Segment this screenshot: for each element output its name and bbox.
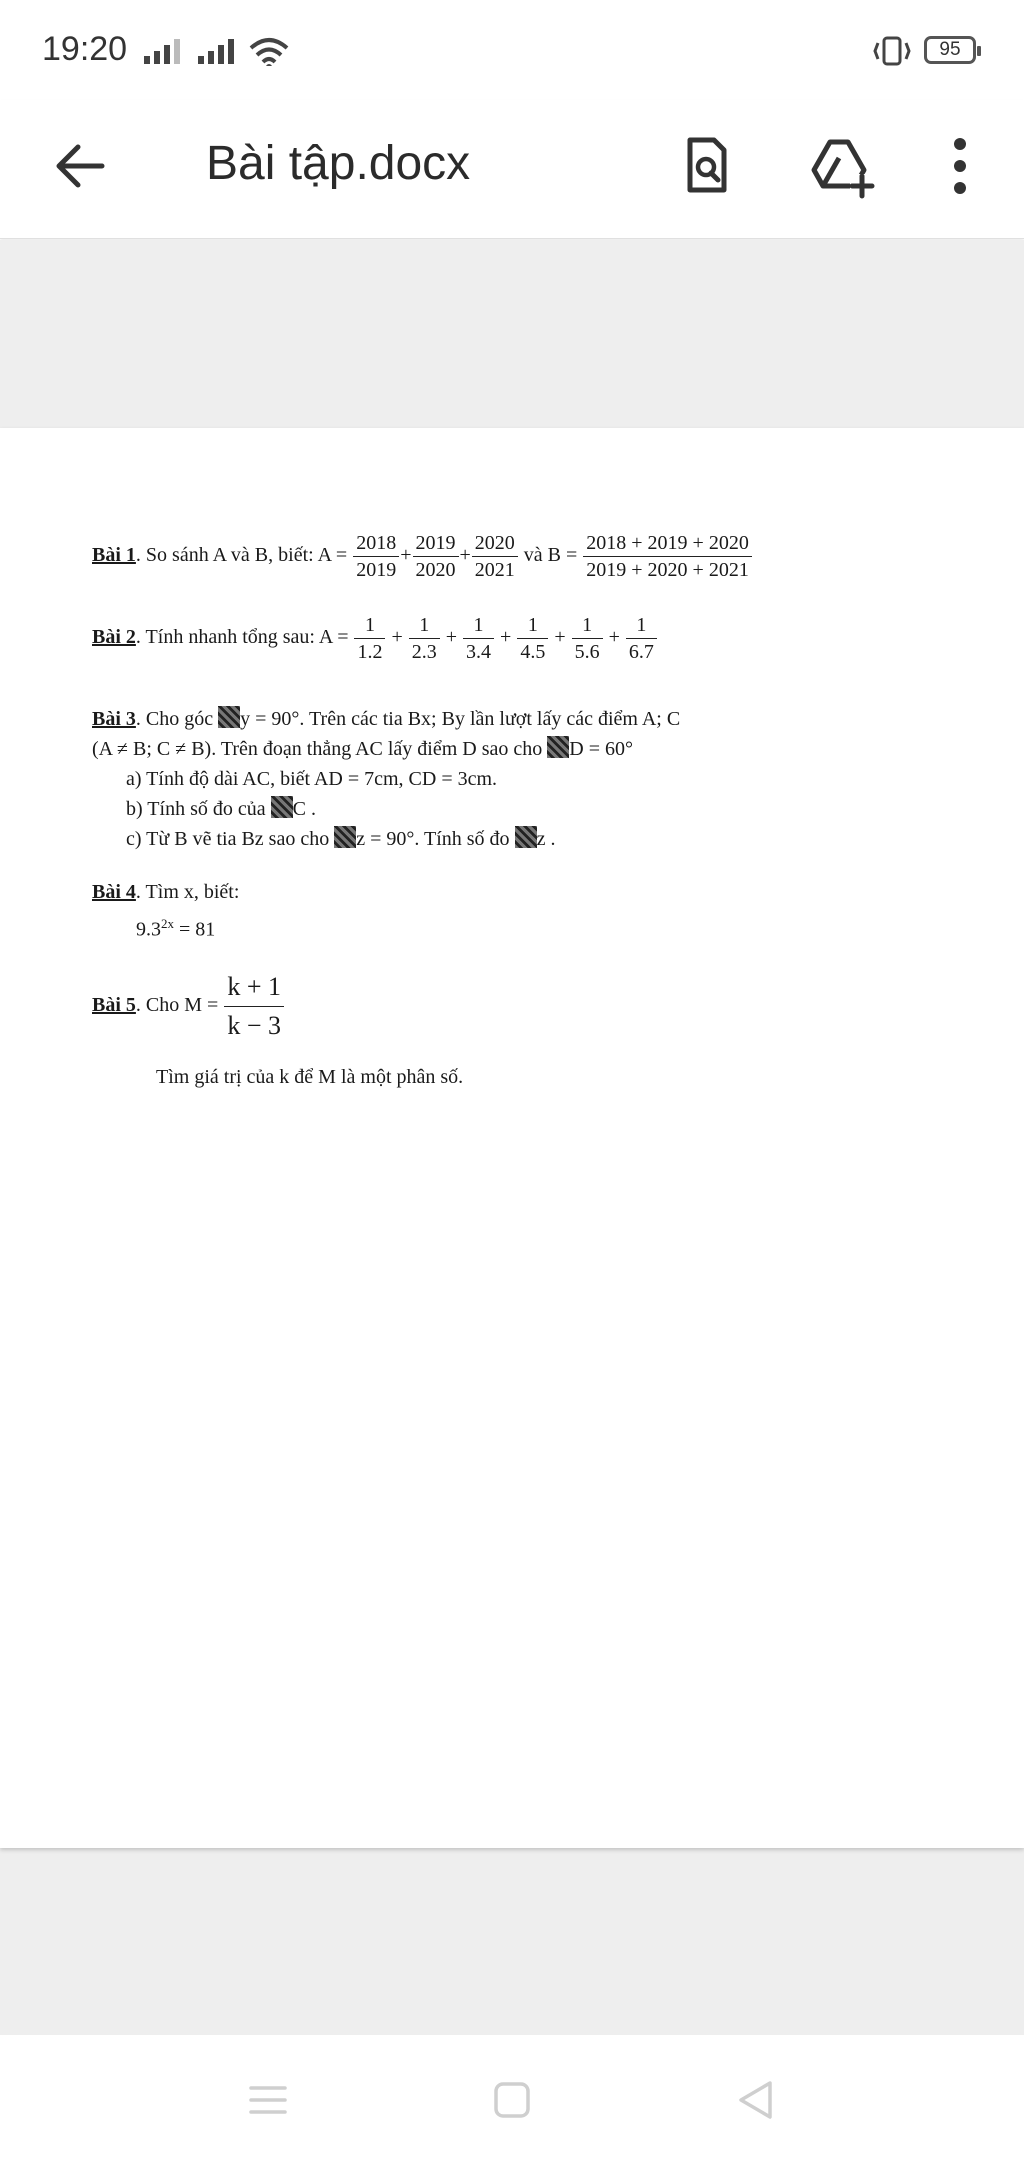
fraction: $\frac{1}{1.2}$ [354,612,385,665]
document-title: Bài tập.docx [206,137,471,190]
document-page [0,428,1024,1848]
signal-icon-2 [196,36,240,66]
add-to-drive-icon[interactable] [806,130,878,202]
find-in-page-icon[interactable] [670,130,742,202]
fraction: $\frac{2018 + 2019 + 2020}{2019 + 2020 + 2021}$ [583,530,752,583]
fraction: $\frac{1}{3.4}$ [463,612,494,665]
exercise-1-text: . So sánh A và B, biết: A = [135,544,348,567]
battery-icon: 95 [924,36,976,64]
home-icon[interactable] [487,2075,537,2125]
fraction: $\frac{2020}{2021}$ [472,530,518,583]
more-options-icon[interactable] [924,130,996,202]
exercise-3-part-a: a) Tính độ dài AC, biết AD = 7cm, CD = 3cm. [126,768,498,790]
fraction: $\frac{1}{6.7}$ [626,612,657,665]
exercise-4-equation: $9.3^{2x} = 81$ [136,916,216,941]
exercise-1-and: và B = [523,544,578,567]
exercise-2: Bài 2. Tính nhanh tổng sau: A = $\frac{1}{1.2}$ + $\frac{1}{2.3}$ + $\frac{1}{3.4}$ + $\frac{1}{4.5}$ + $\frac{1}{5.6}$ + $\frac{1}{6.7}$ [92,612,658,665]
vibrate-icon [872,34,912,68]
angle-symbol-icon [334,826,356,848]
exercise-3: Bài 3. Cho góc y = 90°. Trên các tia Bx; By lần lượt lấy các điểm A; C (A ≠ B; C ≠ B). Trên đoạn thẳng AC lấy điểm D sao cho D = 60° a) Tính độ dài AC, biết AD = 7cm, CD = 3cm. b) Tính số đo của C . c) Từ B vẽ tia Bz sao cho z = 90°. Tính số đo z . [92,708,681,850]
angle-symbol-icon [218,706,240,728]
signal-icon [142,36,186,66]
angle-symbol-icon [515,826,537,848]
exercise-3-label: Bài 3 [92,708,136,730]
exercise-1: Bài 1. So sánh A và B, biết: A = $\frac{2018}{2019}$ + $\frac{2019}{2020}$ + $\frac{2020}{2021}$ và B = $\frac{2018 + 2019 + 2020}{2019 + 2020 + 2021}$ [92,530,753,583]
exercise-4-label: Bài 4 [92,881,136,903]
exercise-5-label: Bài 5 [92,994,136,1017]
exercise-2-text: . Tính nhanh tổng sau: A = [135,626,349,649]
menu-icon[interactable] [243,2075,293,2125]
status-bar [0,0,1024,100]
fraction: $\frac{k + 1}{k - 3}$ [224,968,284,1045]
wifi-icon [248,36,290,66]
fraction: $\frac{2019}{2020}$ [413,530,459,583]
fraction: $\frac{1}{5.6}$ [572,612,603,665]
angle-symbol-icon [547,736,569,758]
back-arrow-icon[interactable] [50,134,114,198]
exercise-1-label: Bài 1 [92,544,136,567]
exercise-2-label: Bài 2 [92,626,136,649]
fraction: $\frac{1}{4.5}$ [517,612,548,665]
fraction: $\frac{1}{2.3}$ [409,612,440,665]
exercise-4: Bài 4. Tìm x, biết: $9.3^{2x} = 81$ [92,876,239,946]
status-time: 19:20 [42,30,128,68]
exercise-5-question: Tìm giá trị của k để M là một phân số. [156,1066,464,1088]
angle-symbol-icon [271,796,293,818]
fraction: $\frac{2018}{2019}$ [353,530,399,583]
navigation-bar [0,2035,1024,2162]
exercise-5: Bài 5. Cho M = $\frac{k + 1}{k - 3}$ [92,968,285,1045]
back-icon[interactable] [730,2075,780,2125]
app-bar [0,100,1024,239]
